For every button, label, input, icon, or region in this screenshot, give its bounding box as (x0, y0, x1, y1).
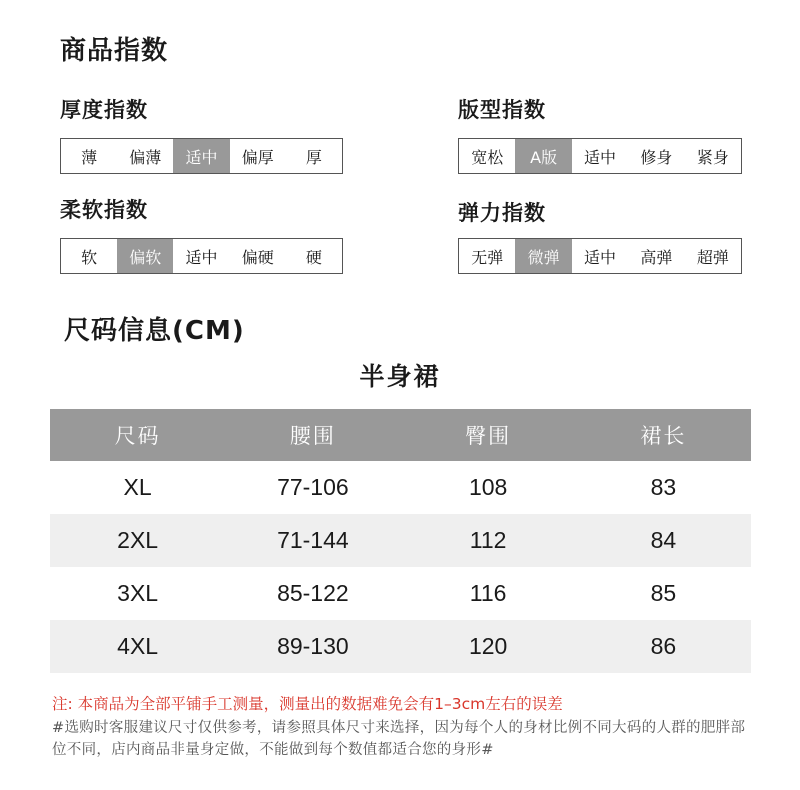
cell-hip: 112 (469, 527, 507, 553)
size-info-title: 尺码信息(CM) (64, 316, 245, 346)
table-row (50, 514, 751, 567)
cell-size: 3XL (117, 580, 159, 606)
size-table (50, 409, 751, 673)
product-index-title: 商品指数 (60, 36, 169, 66)
header-size: 尺码 (114, 424, 161, 448)
fit-option: 修身 (640, 147, 673, 167)
softness-option: 偏硬 (241, 247, 274, 267)
fit-option: 宽松 (471, 147, 504, 167)
elasticity-option: 高弹 (640, 247, 673, 267)
softness-option: 适中 (185, 247, 218, 267)
elasticity-option: 超弹 (696, 247, 729, 267)
softness-option: 软 (81, 247, 98, 267)
softness-index-title: 柔软指数 (60, 198, 148, 222)
cell-size: 2XL (117, 527, 159, 553)
cell-waist: 89-130 (277, 633, 349, 659)
softness-scale (60, 238, 343, 274)
fit-option-selected: A版 (515, 139, 571, 173)
cell-hip: 116 (469, 580, 507, 606)
thickness-option: 偏厚 (241, 147, 274, 167)
cell-length: 86 (650, 633, 677, 659)
table-header (50, 409, 751, 461)
thickness-index-title: 厚度指数 (60, 98, 148, 122)
cell-waist: 85-122 (277, 580, 349, 606)
header-hip: 臀围 (465, 424, 512, 448)
thickness-option-selected: 适中 (173, 139, 229, 173)
softness-option-selected: 偏软 (117, 239, 173, 273)
cell-length: 84 (650, 527, 677, 553)
fit-scale (458, 138, 742, 174)
elasticity-index-title: 弹力指数 (458, 201, 546, 225)
cell-length: 85 (650, 580, 677, 606)
elasticity-option: 无弹 (471, 247, 504, 267)
fit-index-title: 版型指数 (458, 98, 546, 122)
table-row (50, 620, 751, 673)
cell-hip: 120 (468, 633, 508, 659)
elasticity-option: 适中 (584, 247, 617, 267)
thickness-scale (60, 138, 343, 174)
elasticity-scale (458, 238, 742, 274)
elasticity-option-selected: 微弹 (515, 239, 571, 273)
cell-length: 83 (650, 474, 677, 500)
thickness-option: 偏薄 (129, 147, 162, 167)
fit-option: 紧身 (696, 147, 729, 167)
header-length: 裙长 (640, 424, 687, 448)
cell-waist: 77-106 (277, 474, 349, 500)
size-advice-note: #选购时客服建议尺寸仅供参考，请参照具体尺寸来选择，因为每个人的身材比例不同大码的人群的肥胖部位不同，店内商品非量身定做，不能做到每个数值都适合您的身形# (52, 720, 746, 758)
cell-size: 4XL (117, 633, 159, 659)
table-title: 半身裙 (359, 362, 441, 391)
thickness-option: 厚 (305, 147, 322, 167)
cell-size: XL (123, 474, 152, 500)
thickness-option: 薄 (81, 147, 98, 167)
cell-waist: 71-144 (277, 527, 349, 553)
table-row (50, 461, 751, 514)
softness-option: 硬 (305, 247, 322, 267)
fit-option: 适中 (584, 147, 617, 167)
table-row (50, 567, 751, 620)
header-waist: 腰围 (289, 424, 336, 448)
measurement-note: 注: 本商品为全部平铺手工测量，测量出的数据难免会有1–3cm左右的误差 (52, 695, 563, 713)
cell-hip: 108 (468, 474, 508, 500)
